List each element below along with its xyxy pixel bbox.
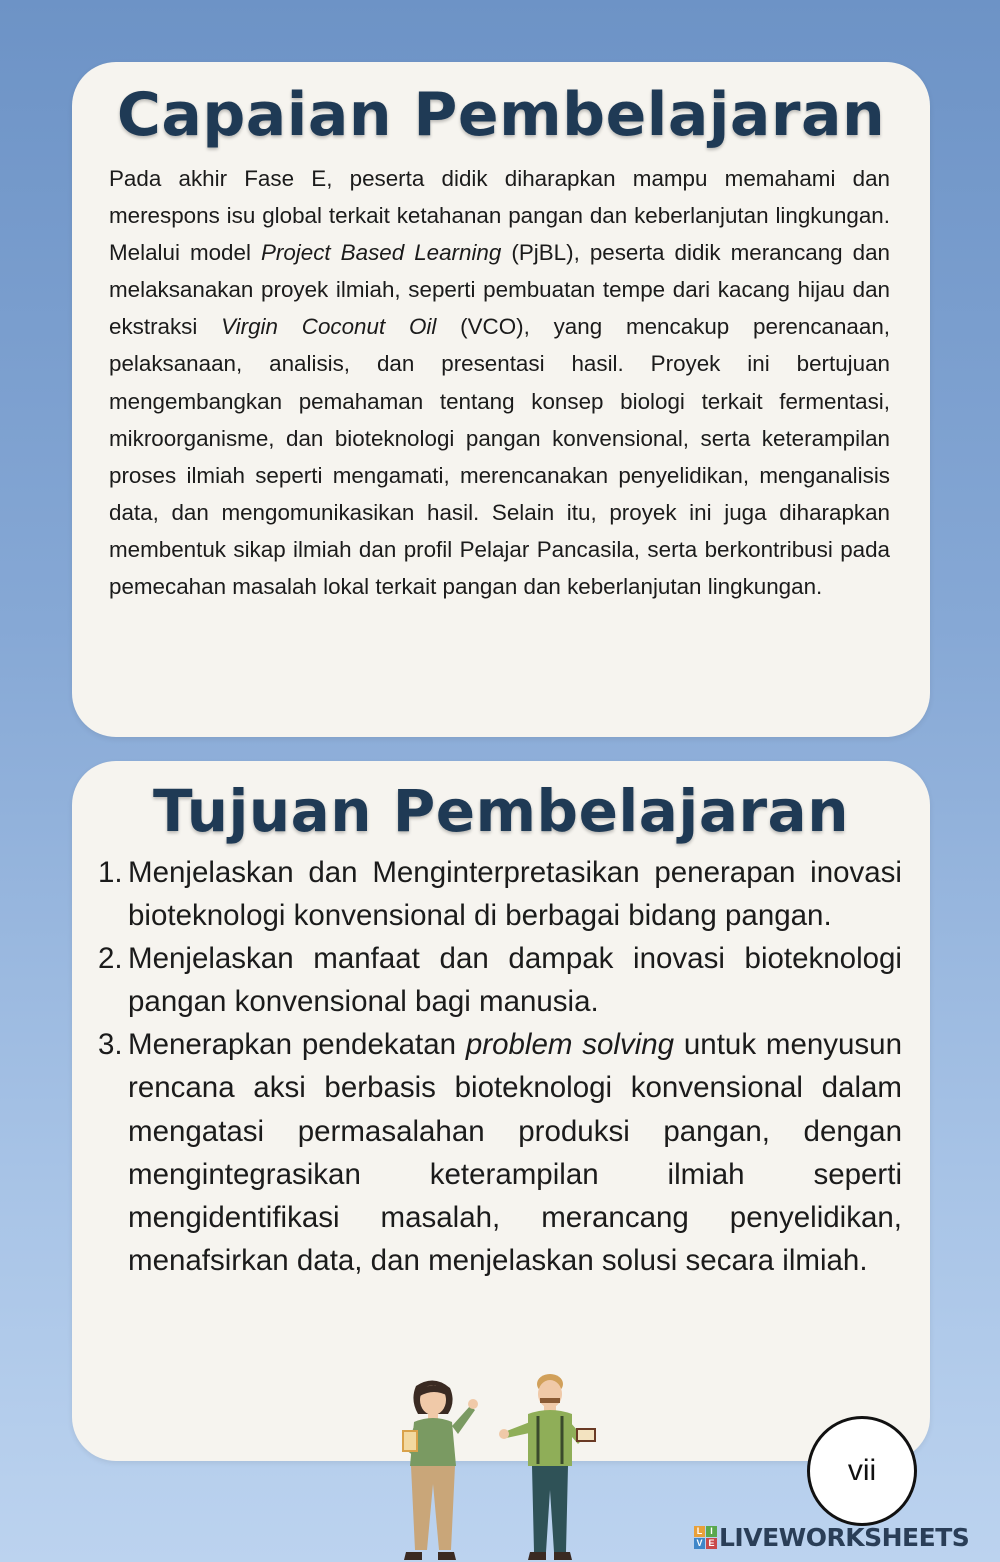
tujuan-item-text: Menjelaskan dan Menginterpretasikan penerapan inovasi bioteknologi konvensional di berbagai bidang pangan. bbox=[128, 856, 902, 933]
page-number: vii bbox=[847, 1454, 877, 1487]
logo-letter-l: L bbox=[694, 1526, 705, 1537]
tujuan-title: Tujuan Pembelajaran bbox=[153, 777, 849, 845]
tujuan-item-2 bbox=[98, 937, 902, 1023]
tujuan-item-text-b: untuk menyusun rencana aksi berbasis bioteknologi konvensional dalam mengatasi permasalahan produksi pangan, dengan mengintegrasikan keterampilan ilmiah seperti mengidentifikasi masalah, merancang penyelidikan, menafsirkan data, dan menjelaskan solusi secara ilmiah. bbox=[128, 1028, 902, 1277]
capaian-text-2: (PjBL), peserta didik merancang dan melaksanakan proyek ilmiah, seperti pembuatan tempe dari kacang hijau dan ekstraksi bbox=[109, 240, 890, 340]
capaian-card bbox=[72, 62, 930, 737]
capaian-title: Capaian Pembelajaran bbox=[116, 80, 886, 150]
tujuan-item-3 bbox=[98, 1023, 902, 1282]
tujuan-item-1 bbox=[98, 851, 902, 937]
man-figure bbox=[499, 1374, 596, 1560]
capaian-em-vco: Virgin Coconut Oil bbox=[221, 314, 437, 340]
tujuan-item-number: 1. bbox=[98, 856, 123, 889]
liveworksheets-logo-icon bbox=[694, 1526, 717, 1549]
tujuan-card bbox=[72, 761, 930, 1461]
logo-letter-v: V bbox=[694, 1538, 705, 1549]
capaian-em-pjbl: Project Based Learning bbox=[260, 240, 502, 266]
logo-letter-e: E bbox=[706, 1538, 717, 1549]
capaian-text-1: Pada akhir Fase E, peserta didik diharapkan mampu memahami dan merespons isu global terkait ketahanan pangan dan keberlanjutan lingkungan. Melalui model bbox=[109, 166, 890, 266]
tujuan-item-text-a: Menerapkan pendekatan bbox=[128, 1028, 466, 1062]
capaian-paragraph bbox=[109, 160, 890, 605]
logo-letter-i: I bbox=[706, 1526, 717, 1537]
tujuan-item-em: problem solving bbox=[465, 1028, 675, 1062]
liveworksheets-name: LIVEWORKSHEETS bbox=[719, 1522, 970, 1552]
liveworksheets-brand bbox=[694, 1522, 969, 1552]
tujuan-item-text: Menjelaskan manfaat dan dampak inovasi bioteknologi pangan konvensional bagi manusia. bbox=[128, 942, 902, 1019]
page-number-badge bbox=[807, 1416, 917, 1526]
woman-figure bbox=[402, 1380, 478, 1560]
tujuan-item-number: 3. bbox=[98, 1028, 123, 1062]
tujuan-list bbox=[98, 851, 902, 1282]
tujuan-item-number: 2. bbox=[98, 942, 123, 976]
capaian-text-3: (VCO), yang mencakup perencanaan, pelaksanaan, analisis, dan presentasi hasil. Proyek ini bertujuan mengembangkan pemahaman tentang konsep biologi terkait fermentasi, mikroorganisme, dan bioteknologi pangan konvensional, serta keterampilan proses ilmiah seperti mengamati, merencanakan penyelidikan, menganalisis data, dan mengomunikasikan hasil. Selain itu, proyek ini juga diharapkan membentuk sikap ilmiah dan profil Pelajar Pancasila, serta berkontribusi pada pemecahan masalah lokal terkait pangan dan keberlanjutan lingkungan. bbox=[109, 314, 890, 600]
teachers-illustration bbox=[380, 1370, 620, 1562]
